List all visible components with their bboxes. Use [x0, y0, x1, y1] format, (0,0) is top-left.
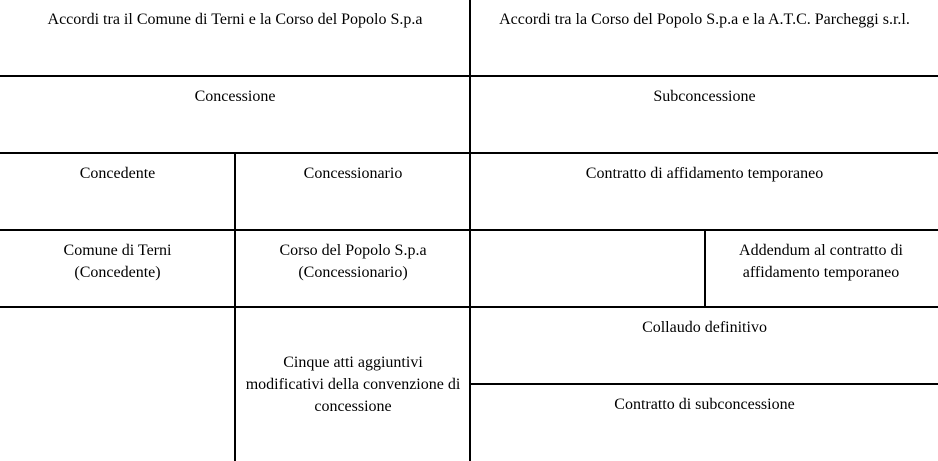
- contratto-affidamento-cell: Contratto di affidamento temporaneo: [585, 165, 824, 182]
- subconcessione-cell: Subconcessione: [653, 88, 756, 105]
- contratto-sub-cell: Contratto di subconcessione: [614, 396, 795, 413]
- concessionario-cell: Concessionario: [303, 165, 403, 182]
- comune-terni-cell: Comune di Terni (Concedente): [63, 242, 172, 281]
- corso-popolo-cell: Corso del Popolo S.p.a (Concessionario): [279, 242, 427, 281]
- addendum-cell: Addendum al contratto di affidamento temporaneo: [739, 242, 903, 281]
- empty-cell: [471, 231, 705, 307]
- concessione-cell: Concessione: [194, 88, 276, 105]
- empty-cell: [0, 308, 234, 461]
- collaudo-cell: Collaudo definitivo: [642, 319, 767, 336]
- concedente-cell: Concedente: [79, 165, 156, 182]
- header-right-cell: Accordi tra la Corso del Popolo S.p.a e la A.T.C. Parcheggi s.r.l.: [499, 11, 910, 28]
- header-left-cell: Accordi tra il Comune di Terni e la Corso del Popolo S.p.a: [47, 11, 423, 28]
- cinque-atti-cell: Cinque atti aggiuntivi modificativi della convenzione di concessione: [245, 353, 461, 415]
